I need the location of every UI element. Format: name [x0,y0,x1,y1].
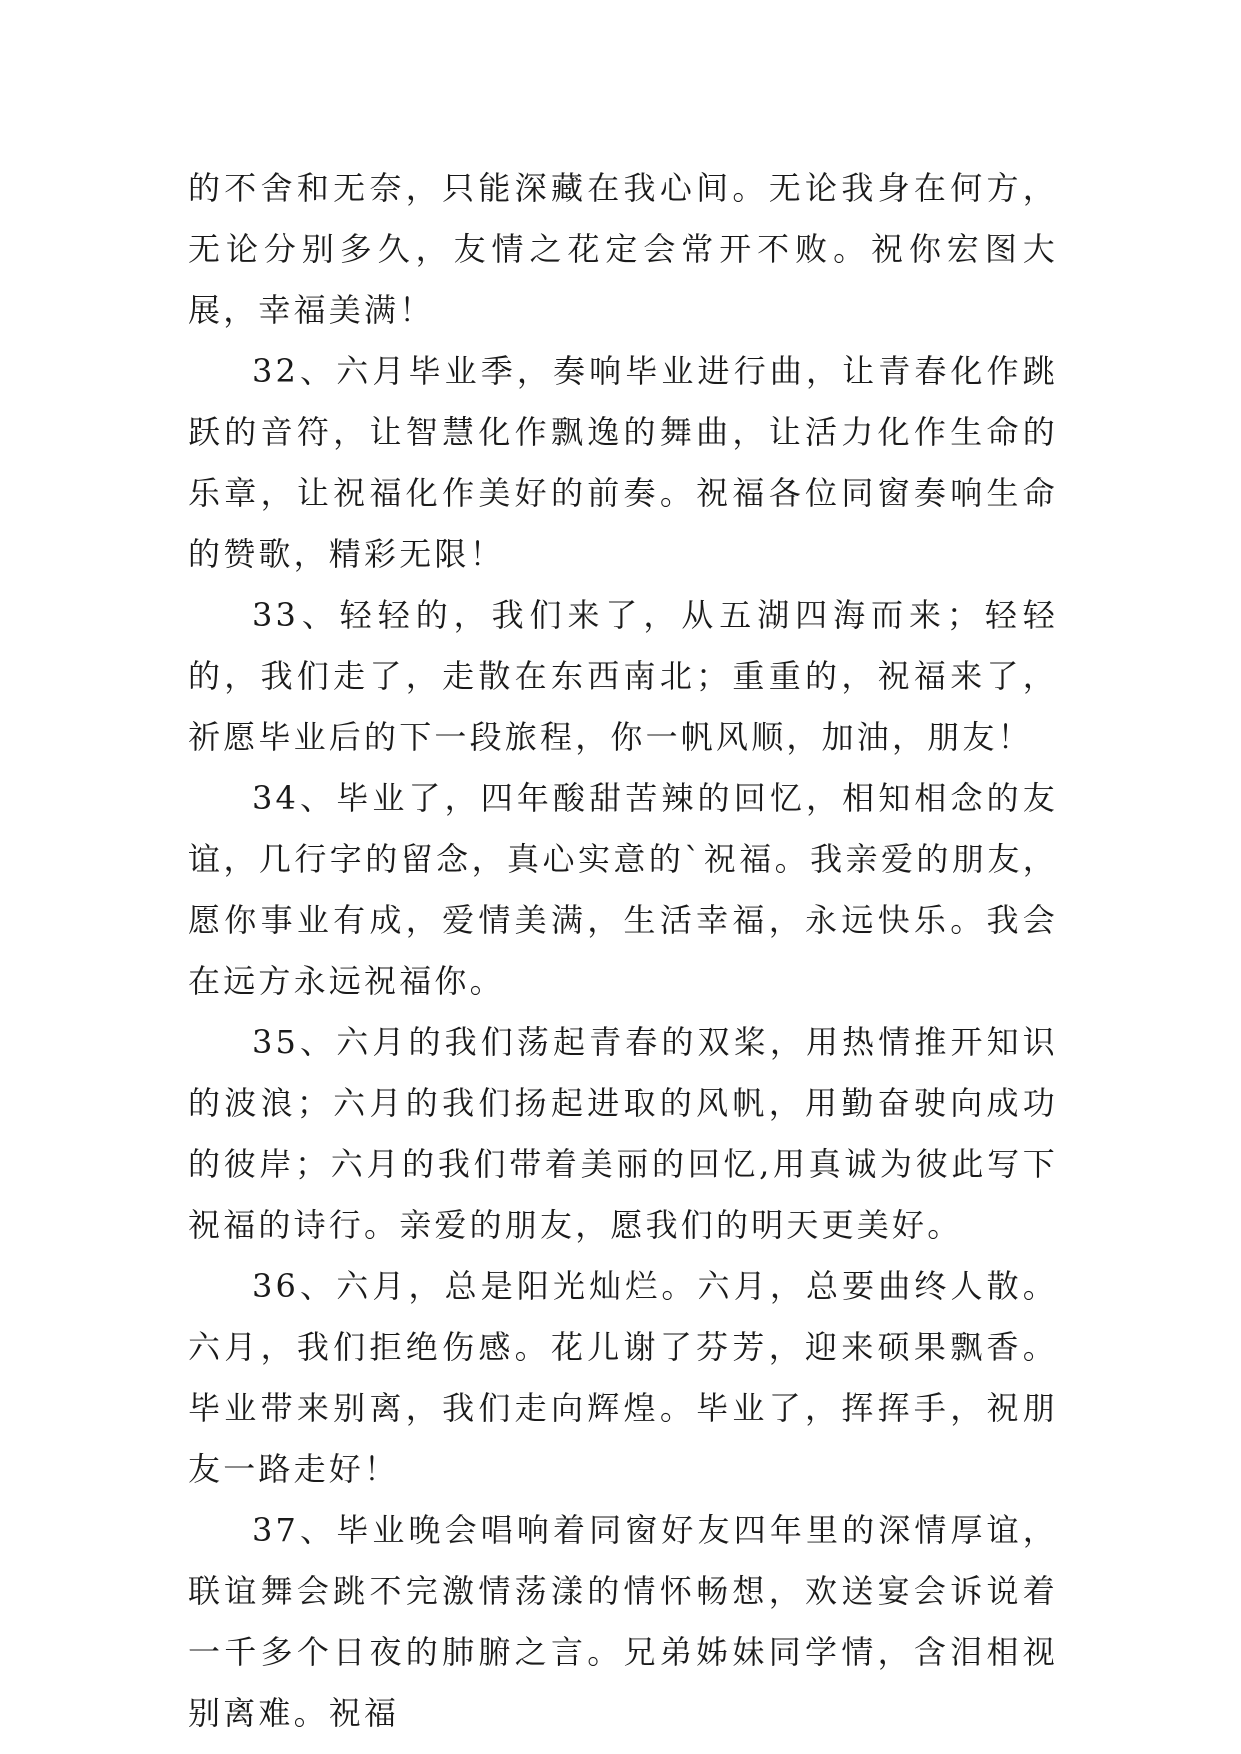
paragraph-36: 36、六月，总是阳光灿烂。六月，总要曲终人散。六月，我们拒绝伤感。花儿谢了芬芳，迎来硕果飘香。毕业带来别离，我们走向辉煌。毕业了，挥挥手，祝朋友一路走好！ [188,1267,1058,1488]
paragraph-35: 35、六月的我们荡起青春的双桨，用热情推开知识的波浪；六月的我们扬起进取的风帆，用勤奋驶向成功的彼岸；六月的我们带着美丽的回忆,用真诚为彼此写下祝福的诗行。亲爱的朋友，愿我们的明天更美好。 [188,1023,1058,1244]
paragraph-33: 33、轻轻的，我们来了，从五湖四海而来；轻轻的，我们走了，走散在东西南北；重重的，祝福来了，祈愿毕业后的下一段旅程，你一帆风顺，加油，朋友！ [188,596,1058,756]
paragraph-37: 37、毕业晚会唱响着同窗好友四年里的深情厚谊，联谊舞会跳不完激情荡漾的情怀畅想，欢送宴会诉说着一千多个日夜的肺腑之言。兄弟姊妹同学情，含泪相视别离难。祝福 [188,1511,1058,1732]
paragraph-32: 32、六月毕业季，奏响毕业进行曲，让青春化作跳跃的音符，让智慧化作飘逸的舞曲，让活力化作生命的乐章，让祝福化作美好的前奏。祝福各位同窗奏响生命的赞歌，精彩无限！ [188,352,1058,573]
paragraph-34: 34、毕业了，四年酸甜苦辣的回忆，相知相念的友谊，几行字的留念，真心实意的`祝福。我亲爱的朋友，愿你事业有成，爱情美满，生活幸福，永远快乐。我会在远方永远祝福你。 [188,779,1058,1000]
document-body [188,158,1058,1744]
paragraph-continuation: 的不舍和无奈，只能深藏在我心间。无论我身在何方，无论分别多久，友情之花定会常开不败。祝你宏图大展，幸福美满！ [188,169,1058,329]
